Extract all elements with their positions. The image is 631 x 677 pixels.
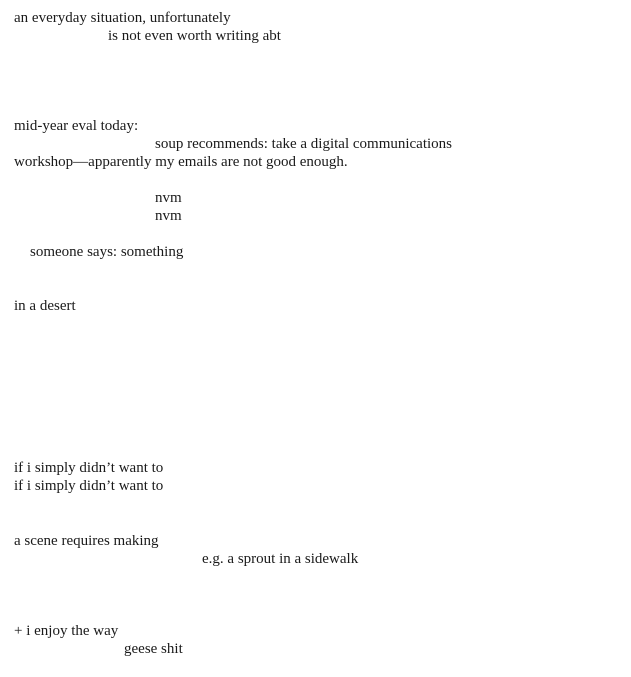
poem-line: e.g. a sprout in a sidewalk bbox=[202, 551, 359, 567]
poem-line: in a desert bbox=[14, 298, 76, 314]
poem-line: geese shit bbox=[124, 641, 183, 657]
poem-line: a scene requires making bbox=[14, 533, 159, 549]
poem-line: an everyday situation, unfortunately bbox=[14, 10, 231, 26]
poem-line: if i simply didn’t want to bbox=[14, 460, 164, 476]
poem-line: mid-year eval today: bbox=[14, 118, 139, 134]
poem-line: is not even worth writing abt bbox=[108, 28, 281, 44]
poem-line: + i enjoy the way bbox=[14, 623, 119, 639]
poem-line: if i simply didn’t want to bbox=[14, 478, 164, 494]
poem-line: nvm bbox=[155, 208, 182, 224]
poem-line: workshop—apparently my emails are not good enough. bbox=[14, 154, 348, 170]
poem-line: someone says: something bbox=[30, 244, 184, 260]
poem-line: soup recommends: take a digital communications bbox=[155, 136, 453, 152]
poem-line: nvm bbox=[155, 190, 182, 206]
